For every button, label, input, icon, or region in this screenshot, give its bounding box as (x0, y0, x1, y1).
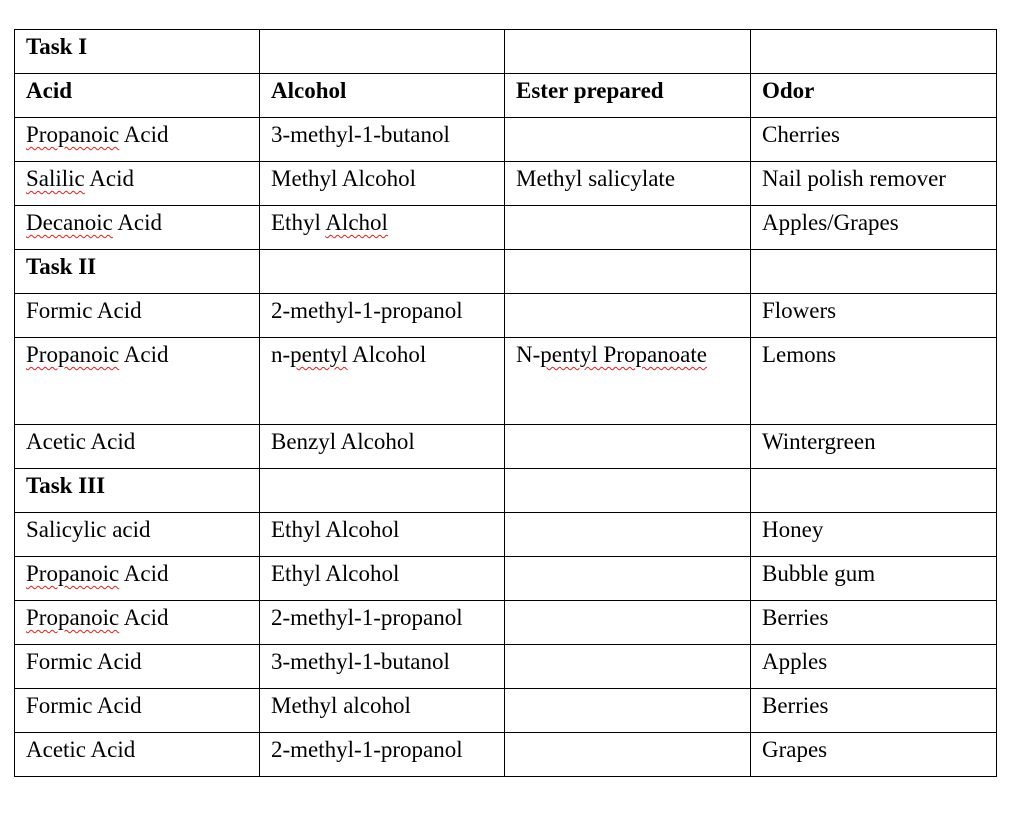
cell-text: Acetic Acid (26, 429, 136, 454)
cell-alcohol (260, 469, 505, 513)
cell-text-prefix: Ethyl (271, 210, 326, 235)
cell-text: Odor (762, 78, 815, 103)
cell-ester (505, 74, 751, 118)
cell-text (26, 338, 168, 370)
cell-text: Benzyl Alcohol (271, 429, 415, 454)
cell-text: 3-methyl-1-butanol (271, 122, 450, 147)
cell-text: 3-methyl-1-butanol (271, 649, 450, 674)
cell-text: Berries (762, 605, 829, 630)
spellcheck-flagged-word: Salilic (26, 166, 85, 191)
cell-text: Apples/Grapes (762, 210, 899, 235)
cell-ester (505, 601, 751, 645)
cell-ester (505, 206, 751, 250)
cell-text-suffix: Acid (119, 342, 169, 367)
cell-acid (15, 74, 260, 118)
table-row (15, 338, 997, 425)
cell-text: Salicylic acid (26, 517, 151, 542)
cell-text (26, 162, 134, 194)
cell-acid (15, 118, 260, 162)
cell-text-suffix: Acid (119, 561, 169, 586)
cell-alcohol (260, 30, 505, 74)
spellcheck-flagged-word: Propanoic (26, 561, 120, 586)
spellcheck-flagged-word: Alchol (325, 210, 388, 235)
cell-text: Flowers (762, 298, 837, 323)
cell-text: Nail polish remover (762, 166, 946, 191)
table-row (15, 118, 997, 162)
cell-text-suffix: Alcohol (347, 342, 427, 367)
cell-text: Acetic Acid (26, 737, 136, 762)
table-row (15, 294, 997, 338)
cell-ester (505, 250, 751, 294)
cell-acid (15, 689, 260, 733)
cell-acid (15, 30, 260, 74)
cell-acid (15, 338, 260, 425)
cell-text: Alcohol (271, 78, 347, 103)
table-row (15, 733, 997, 777)
cell-odor (751, 425, 997, 469)
cell-text-suffix: Acid (119, 122, 169, 147)
cell-acid (15, 601, 260, 645)
spellcheck-flagged-word: pentyl (290, 342, 348, 367)
cell-ester (505, 513, 751, 557)
ester-table-body (15, 30, 997, 777)
cell-odor (751, 250, 997, 294)
cell-text-prefix: n- (271, 342, 291, 367)
cell-text: Formic Acid (26, 298, 142, 323)
cell-odor (751, 469, 997, 513)
cell-text: Task I (26, 34, 88, 59)
cell-text: 2-methyl-1-propanol (271, 605, 463, 630)
cell-alcohol (260, 206, 505, 250)
cell-text (26, 206, 162, 238)
cell-text: Ester prepared (516, 78, 664, 103)
cell-text-suffix: Acid (119, 605, 169, 630)
cell-text: Methyl alcohol (271, 693, 411, 718)
spellcheck-flagged-word: Propanoic (26, 342, 120, 367)
spellcheck-flagged-word: pentyl Propanoate (540, 342, 707, 367)
table-row (15, 513, 997, 557)
cell-text: Bubble gum (762, 561, 876, 586)
cell-alcohol (260, 689, 505, 733)
cell-text (26, 557, 168, 589)
cell-text: Task II (26, 254, 97, 279)
cell-acid (15, 425, 260, 469)
cell-odor (751, 74, 997, 118)
table-row (15, 162, 997, 206)
cell-ester (505, 425, 751, 469)
section-row (15, 250, 997, 294)
cell-odor (751, 30, 997, 74)
cell-alcohol (260, 601, 505, 645)
cell-text: Ethyl Alcohol (271, 561, 400, 586)
table-row (15, 601, 997, 645)
cell-text: Methyl Alcohol (271, 166, 417, 191)
section-row (15, 74, 997, 118)
cell-alcohol (260, 557, 505, 601)
cell-acid (15, 206, 260, 250)
spellcheck-flagged-word: Decanoic (26, 210, 113, 235)
spellcheck-flagged-word: Propanoic (26, 605, 120, 630)
cell-acid (15, 162, 260, 206)
cell-alcohol (260, 74, 505, 118)
cell-alcohol (260, 294, 505, 338)
table-row (15, 557, 997, 601)
cell-acid (15, 557, 260, 601)
cell-text: Formic Acid (26, 649, 142, 674)
cell-alcohol (260, 338, 505, 425)
cell-ester (505, 469, 751, 513)
table-row (15, 206, 997, 250)
cell-alcohol (260, 645, 505, 689)
cell-text (516, 338, 707, 370)
ester-table (14, 29, 997, 777)
cell-text: Berries (762, 693, 829, 718)
cell-acid (15, 250, 260, 294)
cell-odor (751, 206, 997, 250)
cell-text (26, 601, 168, 633)
cell-text (271, 206, 388, 238)
cell-text: Formic Acid (26, 693, 142, 718)
spellcheck-flagged-word: Propanoic (26, 122, 120, 147)
cell-text-prefix: N- (516, 342, 541, 367)
cell-alcohol (260, 425, 505, 469)
cell-odor (751, 557, 997, 601)
cell-text-suffix: Acid (84, 166, 134, 191)
cell-text: Wintergreen (762, 429, 876, 454)
cell-ester (505, 689, 751, 733)
cell-alcohol (260, 162, 505, 206)
cell-text: Acid (26, 78, 72, 103)
cell-text (271, 338, 426, 370)
cell-ester (505, 162, 751, 206)
cell-text (26, 118, 168, 150)
cell-odor (751, 733, 997, 777)
cell-odor (751, 294, 997, 338)
cell-text: 2-methyl-1-propanol (271, 737, 463, 762)
cell-acid (15, 645, 260, 689)
cell-odor (751, 162, 997, 206)
cell-alcohol (260, 250, 505, 294)
cell-ester (505, 733, 751, 777)
cell-acid (15, 733, 260, 777)
cell-text-suffix: Acid (112, 210, 163, 235)
table-row (15, 425, 997, 469)
cell-alcohol (260, 118, 505, 162)
cell-ester (505, 338, 751, 425)
cell-text: Honey (762, 517, 824, 542)
cell-acid (15, 294, 260, 338)
cell-text: Task III (26, 473, 106, 498)
cell-odor (751, 601, 997, 645)
cell-text: Apples (762, 649, 828, 674)
cell-alcohol (260, 733, 505, 777)
cell-text: Cherries (762, 122, 840, 147)
section-row (15, 30, 997, 74)
cell-acid (15, 469, 260, 513)
cell-odor (751, 338, 997, 425)
cell-ester (505, 645, 751, 689)
cell-ester (505, 294, 751, 338)
table-row (15, 645, 997, 689)
cell-text: Methyl salicylate (516, 166, 676, 191)
cell-ester (505, 30, 751, 74)
cell-text: Grapes (762, 737, 828, 762)
cell-odor (751, 513, 997, 557)
cell-ester (505, 557, 751, 601)
cell-text: 2-methyl-1-propanol (271, 298, 463, 323)
cell-odor (751, 645, 997, 689)
cell-alcohol (260, 513, 505, 557)
cell-text: Ethyl Alcohol (271, 517, 400, 542)
cell-ester (505, 118, 751, 162)
cell-acid (15, 513, 260, 557)
cell-odor (751, 118, 997, 162)
cell-text: Lemons (762, 342, 837, 367)
table-row (15, 689, 997, 733)
cell-odor (751, 689, 997, 733)
section-row (15, 469, 997, 513)
